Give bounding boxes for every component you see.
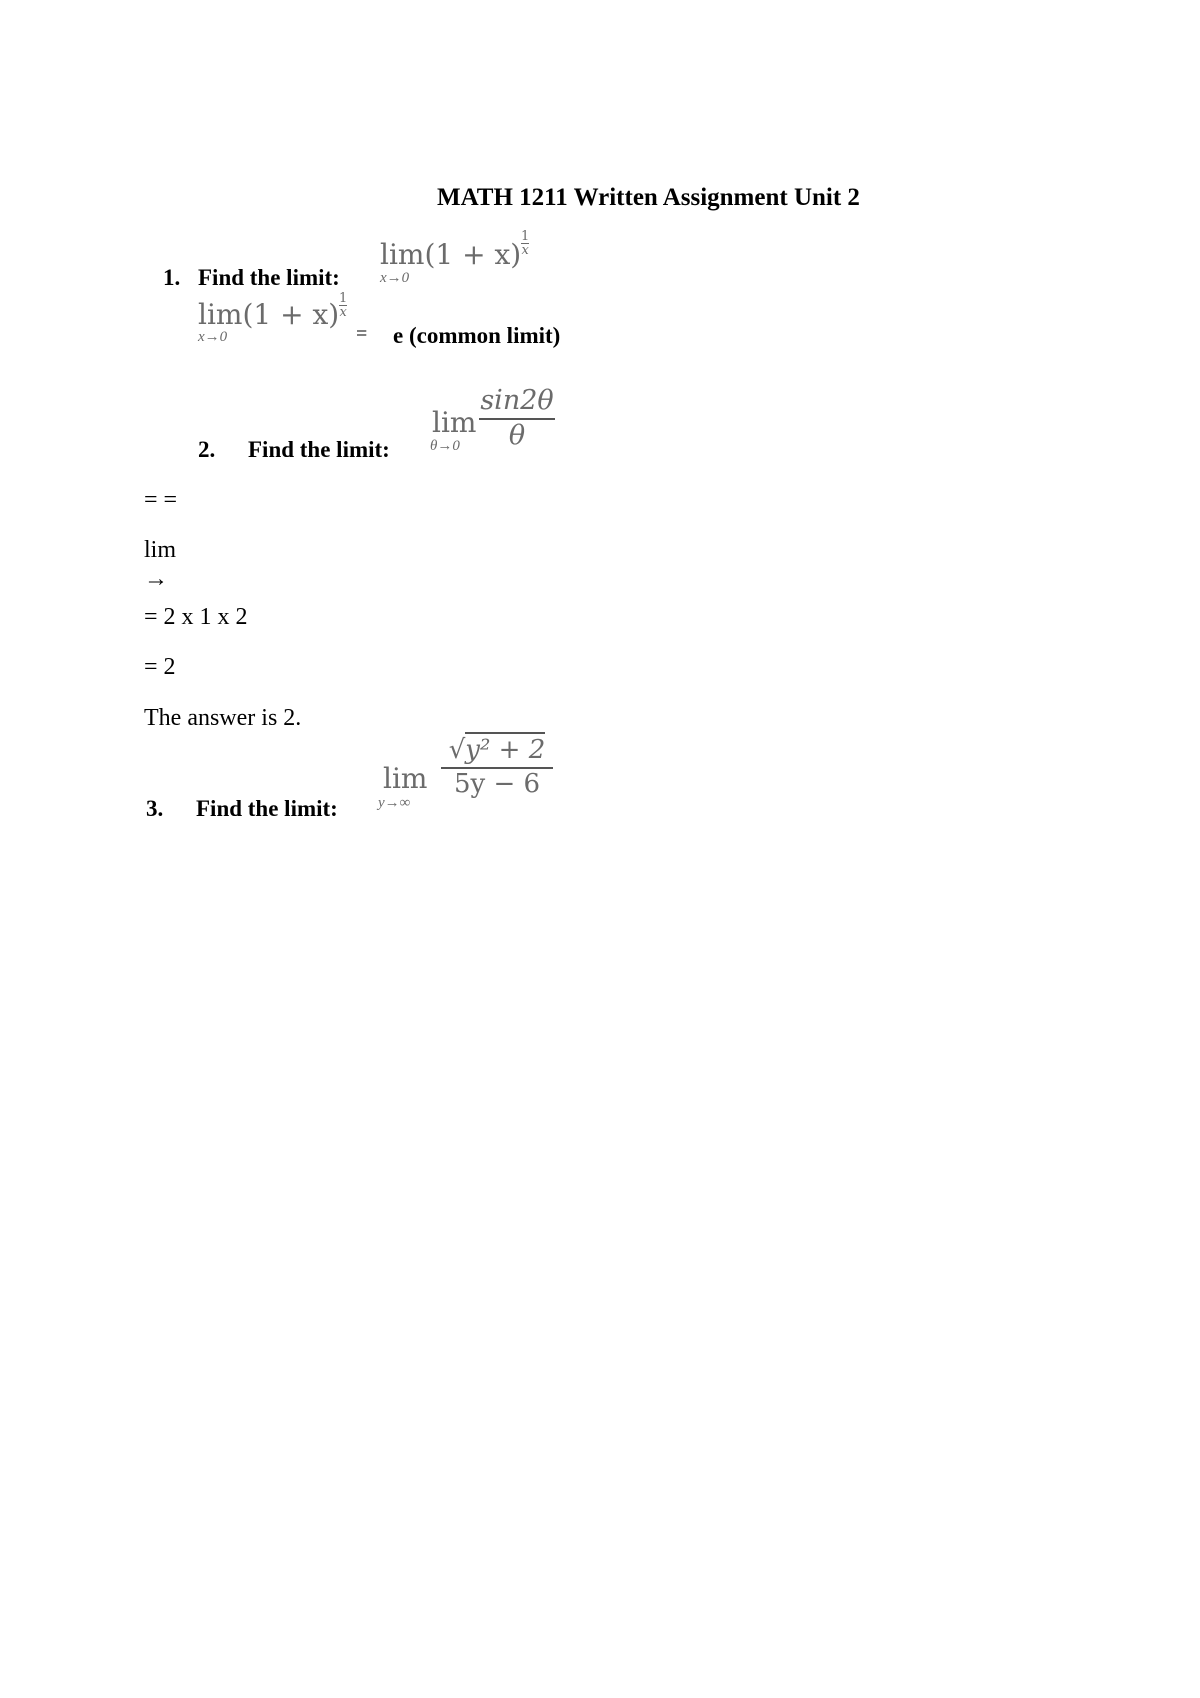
q3-number: 3.: [146, 796, 164, 821]
q1-expr: (1 + x): [424, 238, 522, 271]
q3-fraction: [441, 735, 553, 799]
q1-exp-den: x: [521, 243, 529, 258]
q1-answer-exponent: [339, 292, 347, 319]
q1-lim-sub: x→0: [380, 270, 410, 286]
q2-step2: = 2: [144, 654, 176, 680]
q2-prompt: Find the limit:: [248, 437, 390, 462]
q2-step1: = 2 x 1 x 2: [144, 604, 248, 630]
q1-equals: =: [356, 323, 368, 345]
q2-denominator: θ: [508, 420, 526, 451]
q1-formula: [380, 238, 521, 271]
q3-numerator: [441, 735, 553, 769]
q2-lim-sub: θ→0: [430, 438, 460, 454]
q2-lim-text: lim: [144, 537, 177, 563]
q2-fraction: [479, 385, 555, 451]
q1-number: 1.: [163, 265, 181, 290]
q2-numerator: sin2θ: [479, 385, 555, 420]
q3-radicand: y² + 2: [465, 732, 545, 765]
q1-answer: e (common limit): [393, 323, 561, 348]
q1-prompt: Find the limit:: [198, 265, 340, 290]
q3-lim-sub: y→∞: [378, 795, 411, 811]
q1-answer-exp-den: x: [339, 305, 347, 320]
q1-exponent: [521, 230, 529, 257]
q3-prompt: Find the limit:: [196, 796, 338, 821]
q1-answer-lim: lim: [198, 298, 243, 331]
q2-answer: The answer is 2.: [144, 705, 302, 731]
q2-equals-line: = =: [144, 487, 178, 513]
page-title: MATH 1211 Written Assignment Unit 2: [437, 184, 860, 211]
q1-answer-exp-num: 1: [339, 291, 348, 306]
q1-answer-expr: (1 + x): [242, 298, 340, 331]
q2-arrow: →: [144, 566, 168, 592]
q2-number: 2.: [198, 437, 216, 462]
q1-exp-num: 1: [521, 229, 530, 244]
q1-answer-formula: [198, 298, 339, 331]
q3-denominator: 5y − 6: [453, 769, 541, 799]
q2-lim: lim: [432, 406, 477, 439]
q1-answer-lim-sub: x→0: [198, 329, 228, 345]
q1-lim: lim: [380, 238, 425, 271]
q3-radical: √: [448, 735, 466, 765]
q3-lim: lim: [383, 762, 428, 795]
